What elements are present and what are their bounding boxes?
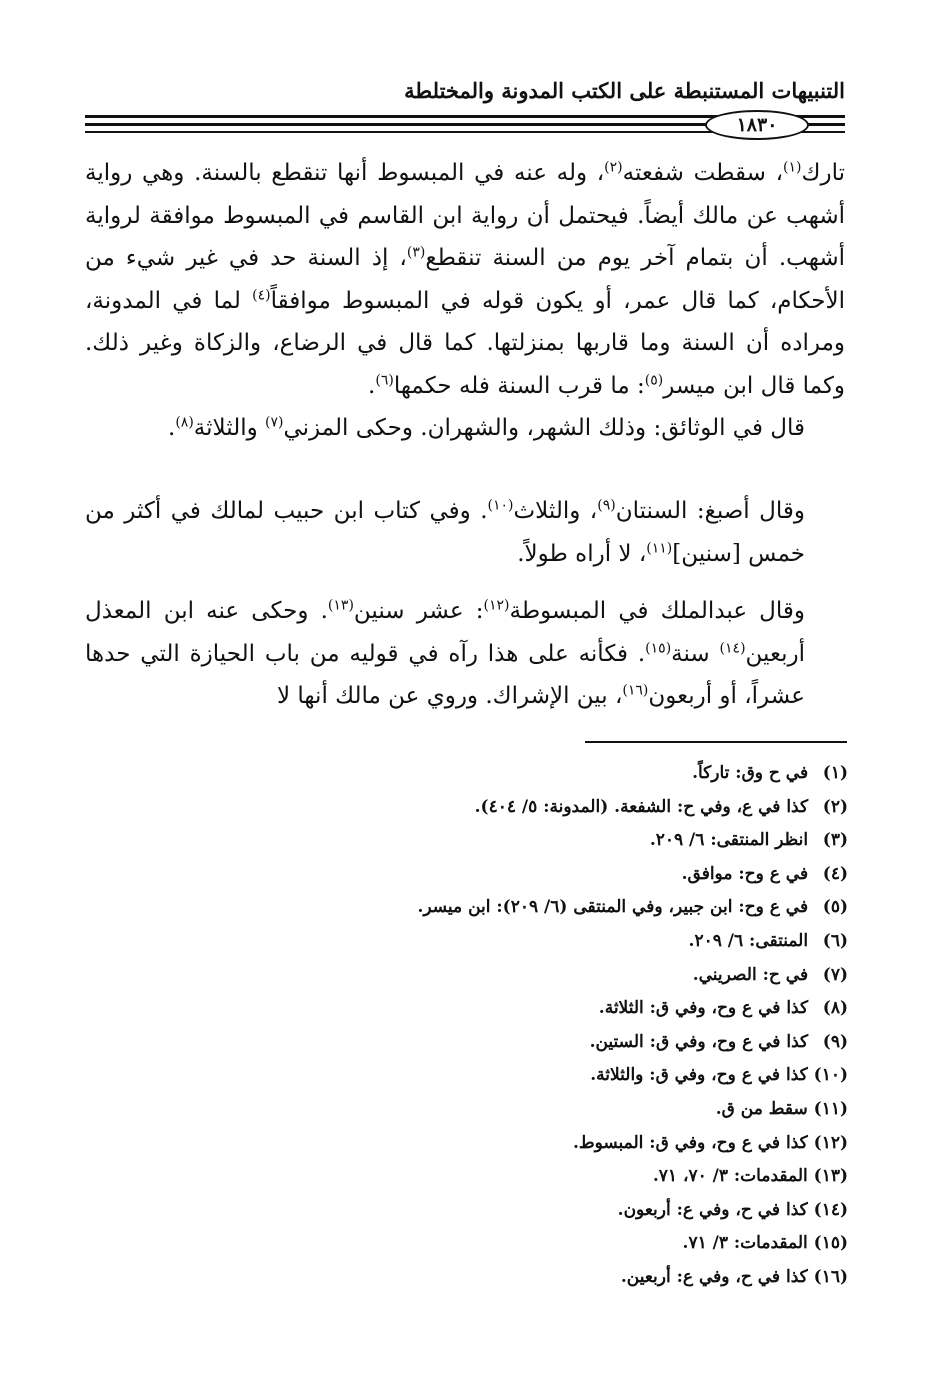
footnote-text: في ح وق: تاركاً. xyxy=(692,763,814,783)
footnote-item xyxy=(88,1026,848,1060)
page-number: ١٨٣٠ xyxy=(705,110,809,140)
text-run: : ما قرب السنة فله حكمها xyxy=(393,372,645,399)
footnote-item xyxy=(88,1227,848,1261)
footnote-marker[interactable]: (١٦) xyxy=(622,682,649,699)
footnote-item xyxy=(88,791,848,825)
footnote-marker[interactable]: (١٣) xyxy=(327,597,354,614)
footnote-item xyxy=(88,824,848,858)
text-run: ، والثلاث xyxy=(513,498,598,524)
footnote-number: (١٣) xyxy=(813,1166,848,1187)
footnote-item xyxy=(88,925,848,959)
footnote-text: المقدمات: ٣/ ٧٠، ٧١. xyxy=(652,1166,814,1187)
footnote-text: المقدمات: ٣/ ٧١. xyxy=(682,1233,814,1254)
footnote-marker[interactable]: (٧) xyxy=(265,414,284,431)
footnote-marker[interactable]: (٦) xyxy=(375,371,394,388)
footnote-text: كذا في ح، وفي ع: أربعين. xyxy=(620,1266,814,1287)
footnote-item xyxy=(88,1261,848,1295)
footnote-marker[interactable]: (٢) xyxy=(604,159,623,176)
text-run: . xyxy=(368,372,376,399)
footnote-number: (٢) xyxy=(822,796,848,817)
footnote-number: (٣) xyxy=(822,830,848,851)
footnote-number: (١٥) xyxy=(813,1233,848,1254)
text-run: تارك xyxy=(801,160,845,186)
footnote-text: كذا في ع وح، وفي ق: الثلاثة. xyxy=(598,998,814,1019)
footnote-number: (١٦) xyxy=(813,1266,848,1287)
running-title: التنبيهات المستنبطة على الكتب المدونة والمختلطة xyxy=(404,78,845,103)
footnote-text: انظر المنتقى: ٦/ ٢٠٩. xyxy=(649,830,814,851)
text-run: قال في الوثائق: وذلك الشهر، والشهران. وحكى المزني xyxy=(283,415,805,441)
footnote-item xyxy=(88,1127,848,1161)
footnote-text: سقط من ق. xyxy=(715,1098,814,1119)
footnote-text: في ع وح: ابن جبير، وفي المنتقى (٦/ ٢٠٩): ابن ميسر. xyxy=(417,897,814,918)
text-run: سنة xyxy=(671,640,720,667)
footnote-item xyxy=(88,1194,848,1228)
footnote-marker[interactable]: (١٢) xyxy=(483,597,510,614)
footnote-number: (١٢) xyxy=(813,1132,848,1153)
text-run: : عشر سنين xyxy=(353,598,484,624)
footnote-number: (٩) xyxy=(822,1031,848,1052)
footnote-number: (١٠) xyxy=(813,1065,848,1086)
footnote-marker[interactable]: (١٠) xyxy=(487,497,514,514)
footnote-item xyxy=(88,959,848,993)
footnote-marker[interactable]: (١٥) xyxy=(645,639,672,656)
footnote-text: كذا في ع، وفي ح: الشفعة. (المدونة: ٥/ ٤٠٤). xyxy=(474,796,814,817)
footnote-marker[interactable]: (١٤) xyxy=(719,639,746,656)
footnote-item xyxy=(88,992,848,1026)
footnote-item xyxy=(88,1059,848,1093)
body-paragraph xyxy=(85,490,845,575)
text-run: ، وله عنه في المبسوط أنها تنقطع بالسنة. وهي رواية أشهب عن مالك أيضاً. فيحتمل أن رواية ابن القاسم في المبسوط موافقة لرواية أشهب. أن بتمام آخر يوم من السنة تنقطع xyxy=(85,160,845,271)
footnote-item xyxy=(88,891,848,925)
footnote-text: في ع وح: موافق. xyxy=(681,863,814,884)
footnote-number: (٧) xyxy=(822,964,848,985)
text-run: . فكأنه على هذا رآه في قوليه من باب الحيازة التي حدها عشراً، أو أربعون xyxy=(85,640,805,709)
text-run: ، بين الإشراك. وروي عن مالك أنها لا xyxy=(277,683,623,709)
text-run: وقال عبدالملك في المبسوطة xyxy=(509,598,806,624)
text-run: . وفي كتاب ابن حبيب لمالك في أكثر من خمس [سنين] xyxy=(85,498,805,567)
footnote-item xyxy=(88,1093,848,1127)
text-run: لما في المدونة، ومراده أن السنة وما قاربها بمنزلتها. كما قال في الرضاع، والزكاة وغير ذلك. وكما قال ابن ميسر xyxy=(85,287,845,399)
text-run: وقال أصبغ: السنتان xyxy=(615,498,805,524)
footnote-marker[interactable]: (٣) xyxy=(406,244,426,261)
footnote-number: (١٤) xyxy=(813,1199,848,1220)
footnote-marker[interactable]: (٥) xyxy=(644,371,664,388)
body-paragraph xyxy=(85,590,845,718)
footnote-number: (١) xyxy=(822,763,848,783)
footnote-marker[interactable]: (٩) xyxy=(597,497,616,514)
footnote-item xyxy=(88,757,848,791)
footnote-text: كذا في ع وح، وفي ق: المبسوط. xyxy=(572,1132,814,1153)
footnote-text: المنتقى: ٦/ ٢٠٩. xyxy=(688,930,814,951)
footnote-marker[interactable]: (١) xyxy=(783,159,802,176)
text-run: ، لا أراه طولاً. xyxy=(517,540,647,567)
footnote-item xyxy=(88,1160,848,1194)
footnote-text: كذا في ع وح، وفي ق: والثلاثة. xyxy=(590,1065,814,1086)
footnote-item xyxy=(88,858,848,892)
footnote-marker[interactable]: (٤) xyxy=(252,286,271,303)
footnotes-list xyxy=(88,757,848,1295)
text-run: ، إذ السنة حد في غير شيء من الأحكام، كما قال عمر، أو يكون قوله في المبسوط موافقاً xyxy=(85,245,845,314)
text-run: والثلاثة xyxy=(193,415,266,441)
footnote-text: في ح: الصريني. xyxy=(692,964,814,985)
text-run: ، سقطت شفعته xyxy=(622,160,784,186)
footnote-marker[interactable]: (١١) xyxy=(646,539,673,556)
body-paragraph xyxy=(85,152,845,407)
footnote-number: (٨) xyxy=(822,998,848,1019)
footnote-number: (١١) xyxy=(813,1098,848,1119)
text-run: . وحكى عنه ابن المعذل أربعين xyxy=(85,598,805,667)
footnote-text: كذا في ع وح، وفي ق: الستين. xyxy=(589,1031,814,1052)
footnote-text: كذا في ح، وفي ع: أربعون. xyxy=(617,1199,814,1220)
body-paragraph xyxy=(85,407,845,450)
footnote-number: (٥) xyxy=(822,897,848,918)
footnote-marker[interactable]: (٨) xyxy=(175,414,194,431)
text-run: . xyxy=(168,415,176,441)
footnote-number: (٤) xyxy=(822,863,848,884)
footnote-number: (٦) xyxy=(822,930,848,951)
footnote-separator xyxy=(585,741,847,743)
